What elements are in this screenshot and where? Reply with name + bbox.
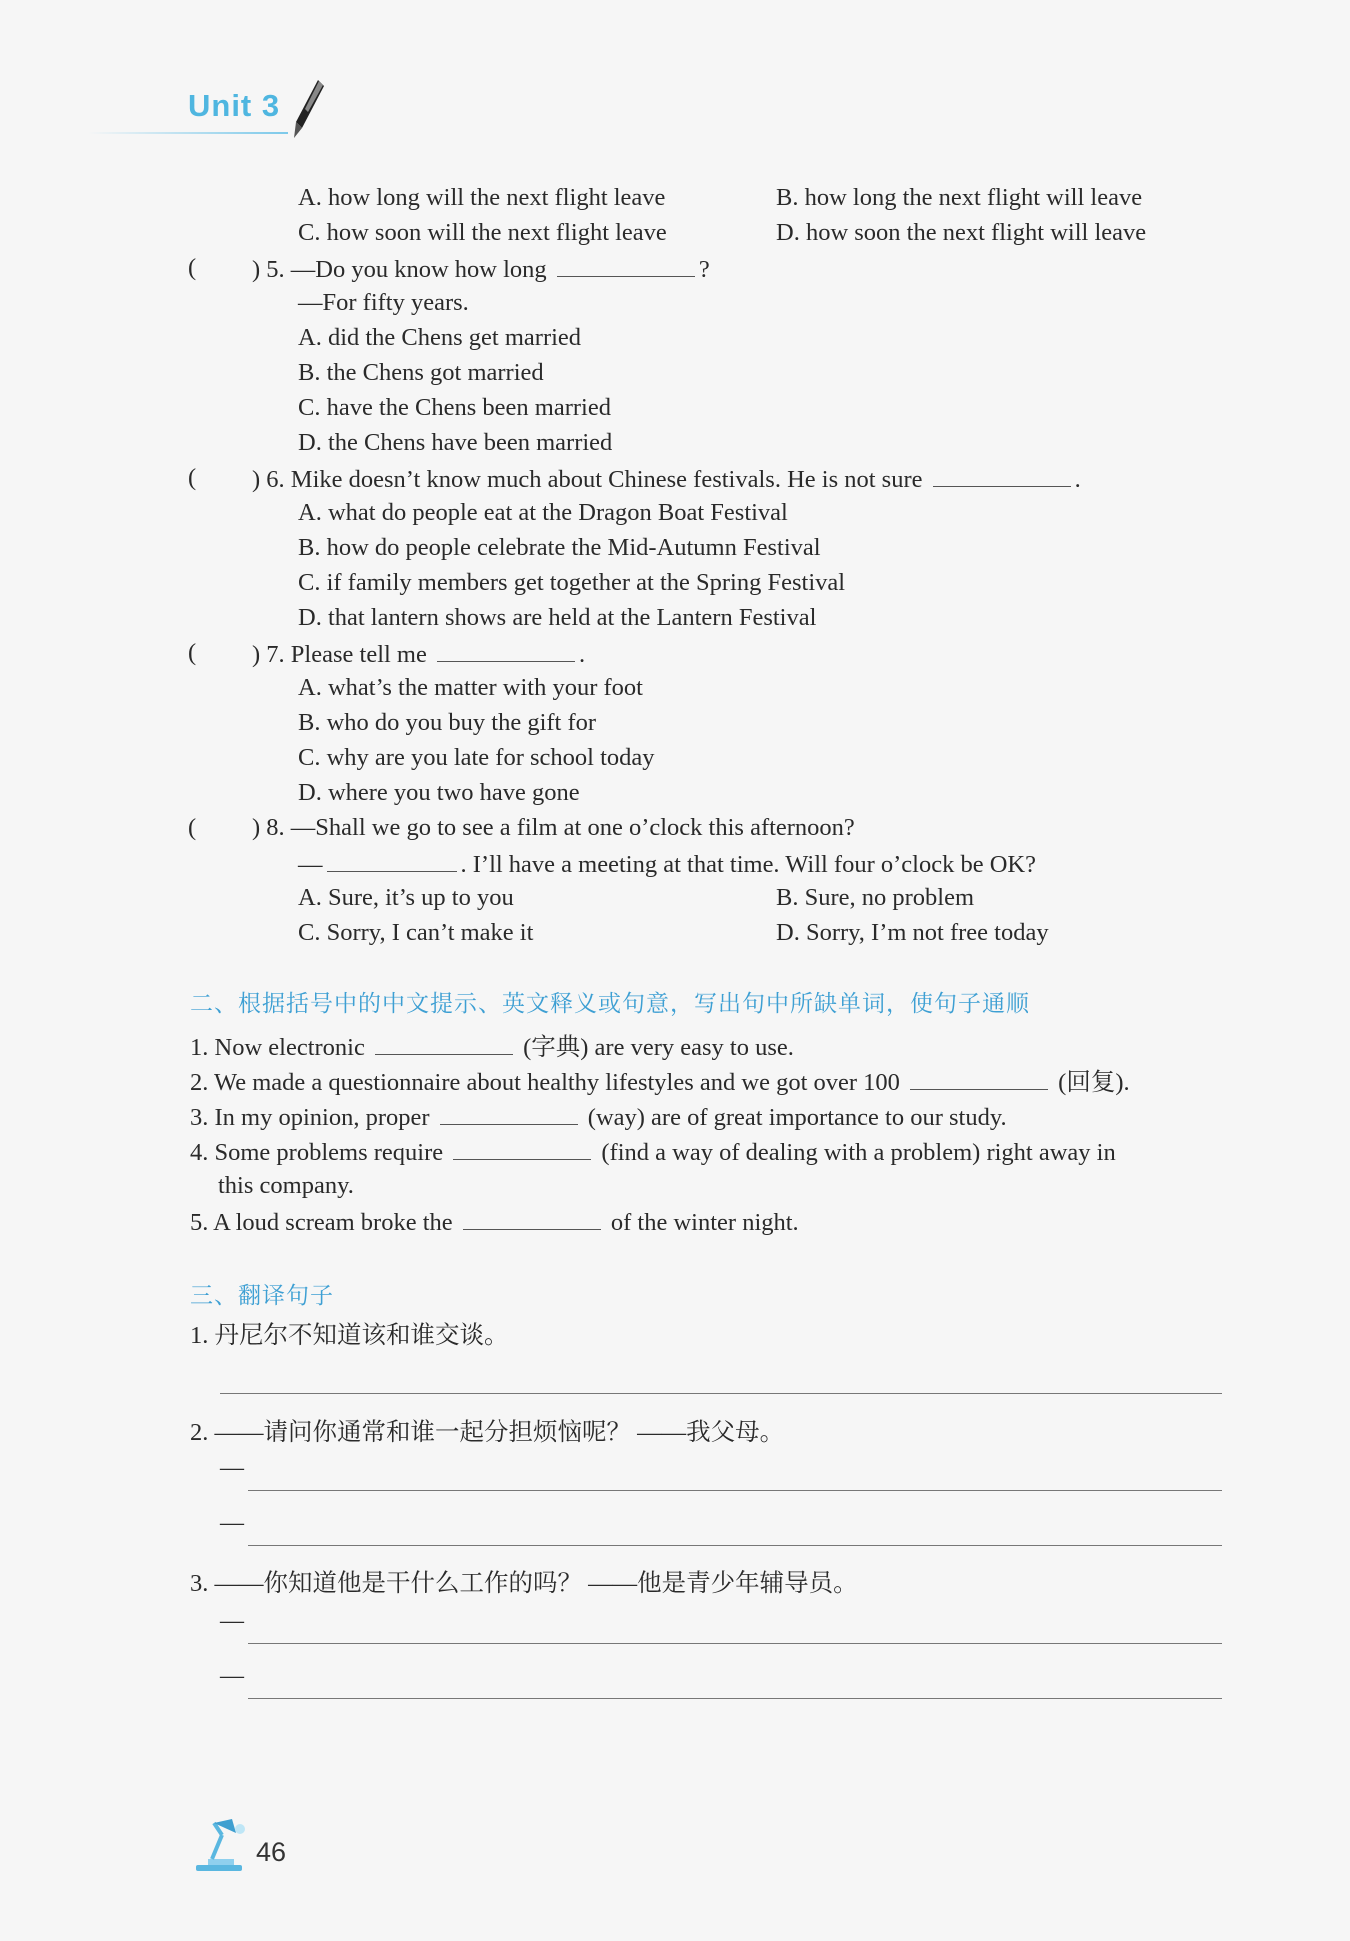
q6-blank[interactable]: [933, 462, 1071, 487]
q5-option-b: B. the Chens got married: [298, 359, 544, 386]
s3-item-3-dash-2: —: [220, 1663, 244, 1689]
q8-reply-dash: —: [298, 851, 323, 878]
q6-option-b: B. how do people celebrate the Mid-Autumn Festival: [298, 534, 821, 561]
q7-option-c: C. why are you late for school today: [298, 744, 655, 771]
s2-item-2-blank[interactable]: [910, 1065, 1048, 1090]
s3-item-3-dash-1: —: [220, 1608, 244, 1634]
q8-number: ) 8.: [252, 814, 285, 841]
s3-item-3-answer-line-1[interactable]: [248, 1643, 1222, 1644]
unit-title: Unit 3: [188, 88, 281, 123]
q5-answer-paren[interactable]: [188, 252, 196, 284]
q5-open-paren: (: [188, 254, 197, 281]
s2-item-4-blank[interactable]: [453, 1135, 591, 1160]
s2-item-1-blank[interactable]: [375, 1030, 513, 1055]
s2-item-3-before: 3. In my opinion, proper: [190, 1104, 430, 1131]
s2-item-3-after: (way) are of great importance to our study.: [587, 1104, 1007, 1131]
q4-option-c: C. how soon will the next flight leave: [298, 219, 667, 246]
q6-number: ) 6.: [252, 466, 285, 493]
q8-reply-text: . I’ll have a meeting at that time. Will four o’clock be OK?: [460, 851, 1036, 878]
s2-item-4-before: 4. Some problems require: [190, 1139, 444, 1166]
q5-option-c: C. have the Chens been married: [298, 394, 611, 421]
s2-item-2-after: (回复).: [1058, 1069, 1130, 1096]
q8-stem-text: —Shall we go to see a film at one o’clock this afternoon?: [290, 814, 855, 841]
q5-number: ) 5.: [252, 256, 285, 283]
s3-item-3-answer-line-2[interactable]: [248, 1698, 1222, 1699]
s2-item-2-before: 2. We made a questionnaire about healthy lifestyles and we got over 100: [190, 1069, 900, 1096]
q7-option-d: D. where you two have gone: [298, 779, 580, 806]
s2-item-4-after: (find a way of dealing with a problem) right away in: [601, 1139, 1116, 1166]
q5-stem-text: —Do you know how long: [290, 256, 547, 283]
q6-stem-text: Mike doesn’t know much about Chinese festivals. He is not sure: [290, 466, 923, 493]
q6-stem-end: .: [1074, 466, 1081, 493]
q5-stem-end: ?: [698, 256, 710, 283]
s2-item-4: [190, 1135, 1116, 1169]
q6-stem: [252, 462, 1081, 496]
header-underline: [88, 132, 288, 134]
q6-answer-paren[interactable]: [188, 462, 196, 494]
s2-item-5-after: of the winter night.: [610, 1209, 799, 1236]
q4-option-a: A. how long will the next flight leave: [298, 184, 666, 211]
q6-option-c: C. if family members get together at the Spring Festival: [298, 569, 846, 596]
q8-open-paren: (: [188, 814, 197, 841]
q7-number: ) 7.: [252, 641, 285, 668]
q5-option-d: D. the Chens have been married: [298, 429, 613, 456]
q8-option-a: A. Sure, it’s up to you: [298, 884, 514, 911]
s3-item-2-answer-line-1[interactable]: [248, 1490, 1222, 1491]
section-2-title: 二、根据括号中的中文提示、英文释义或句意，写出句中所缺单词，使句子通顺: [190, 991, 1030, 1017]
q8-reply: [298, 847, 1036, 881]
s2-item-4-continued: this company.: [218, 1172, 354, 1199]
s3-item-2-answer-line-2[interactable]: [248, 1545, 1222, 1546]
q8-stem: [252, 812, 855, 844]
q7-option-b: B. who do you buy the gift for: [298, 709, 597, 736]
q8-answer-paren[interactable]: [188, 812, 196, 844]
s2-item-3: [190, 1100, 1007, 1134]
q6-option-d: D. that lantern shows are held at the Lantern Festival: [298, 604, 817, 631]
pen-icon: [288, 76, 328, 146]
s2-item-3-blank[interactable]: [440, 1100, 578, 1125]
q8-option-b: B. Sure, no problem: [776, 884, 975, 911]
desk-lamp-icon: [192, 1815, 252, 1875]
s3-item-3: 3. ——你知道他是干什么工作的吗？ ——他是青少年辅导员。: [190, 1570, 858, 1597]
s2-item-2: [190, 1065, 1130, 1099]
s2-item-5: [190, 1205, 799, 1239]
section-3-title: 三、翻译句子: [190, 1283, 334, 1309]
s3-item-2-dash-1: —: [220, 1455, 244, 1481]
page-number: 46: [256, 1837, 287, 1867]
q8-option-c: C. Sorry, I can’t make it: [298, 919, 534, 946]
s2-item-5-blank[interactable]: [463, 1205, 601, 1230]
q7-stem-text: Please tell me: [290, 641, 427, 668]
q7-answer-paren[interactable]: [188, 637, 196, 669]
q5-blank[interactable]: [557, 252, 695, 277]
s2-item-1-after: (字典) are very easy to use.: [523, 1034, 794, 1061]
q7-open-paren: (: [188, 639, 197, 666]
s3-item-2-dash-2: —: [220, 1510, 244, 1536]
s3-item-1-answer-line[interactable]: [220, 1393, 1222, 1394]
q7-option-a: A. what’s the matter with your foot: [298, 674, 643, 701]
q4-option-b: B. how long the next flight will leave: [776, 184, 1143, 211]
q5-stem: [252, 252, 710, 286]
q7-stem-end: .: [579, 641, 586, 668]
q6-option-a: A. what do people eat at the Dragon Boat Festival: [298, 499, 788, 526]
q7-stem: [252, 637, 585, 671]
unit-header: [188, 88, 280, 138]
q5-option-a: A. did the Chens get married: [298, 324, 582, 351]
q7-blank[interactable]: [437, 637, 575, 662]
q6-open-paren: (: [188, 464, 197, 491]
s2-item-5-before: 5. A loud scream broke the: [190, 1209, 453, 1236]
q4-option-d: D. how soon the next flight will leave: [776, 219, 1147, 246]
q8-option-d: D. Sorry, I’m not free today: [776, 919, 1049, 946]
q8-blank[interactable]: [327, 847, 457, 872]
s3-item-2: 2. ——请问你通常和谁一起分担烦恼呢？ ——我父母。: [190, 1419, 785, 1446]
s3-item-1: 1. 丹尼尔不知道该和谁交谈。: [190, 1322, 509, 1349]
q5-reply: —For fifty years.: [298, 289, 469, 316]
s2-item-1: [190, 1030, 794, 1064]
s2-item-1-before: 1. Now electronic: [190, 1034, 365, 1061]
